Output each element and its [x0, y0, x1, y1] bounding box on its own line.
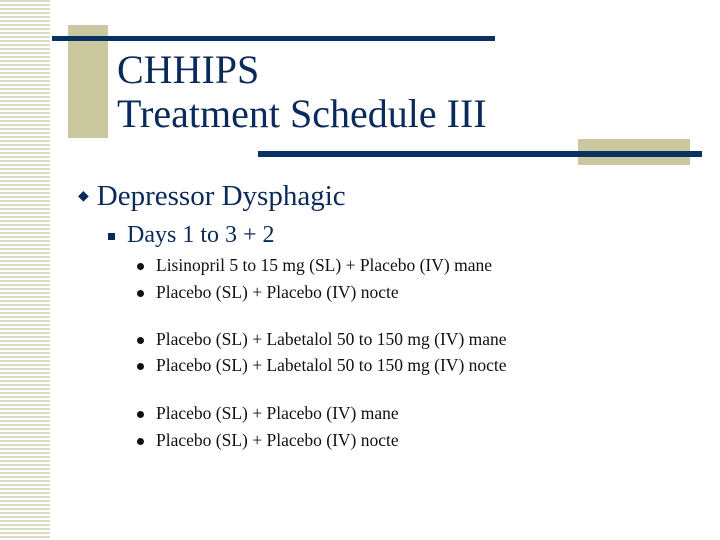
circle-bullet-icon: [137, 290, 144, 297]
title-line-1: CHHIPS: [117, 47, 260, 92]
circle-bullet-icon: [137, 438, 144, 445]
decorative-block: [68, 25, 108, 138]
bullet-level-2: [108, 222, 275, 249]
circle-bullet-icon: [137, 411, 144, 418]
diamond-bullet-icon: ◆: [78, 189, 89, 204]
list-item: [137, 430, 399, 451]
decorative-stripes: [0, 0, 50, 540]
circle-bullet-icon: [137, 263, 144, 270]
list-item: [137, 355, 507, 376]
item-text: Placebo (SL) + Placebo (IV) mane: [156, 403, 399, 423]
bullet-text: Depressor Dysphagic: [96, 180, 346, 212]
slide-title: [117, 48, 487, 136]
bullet-level-1: [78, 180, 346, 213]
circle-bullet-icon: [137, 337, 144, 344]
item-text: Placebo (SL) + Placebo (IV) nocte: [156, 282, 399, 302]
square-bullet-icon: [108, 233, 115, 240]
list-item: [137, 329, 507, 350]
circle-bullet-icon: [137, 363, 144, 370]
list-item: [137, 255, 492, 276]
bullet-text: Days 1 to 3 + 2: [127, 222, 275, 248]
title-rule-top: [52, 36, 495, 41]
item-text: Placebo (SL) + Labetalol 50 to 150 mg (IV) nocte: [156, 355, 507, 375]
list-item: [137, 403, 399, 424]
item-text: Placebo (SL) + Labetalol 50 to 150 mg (IV) mane: [156, 329, 507, 349]
list-item: [137, 282, 399, 303]
item-text: Lisinopril 5 to 15 mg (SL) + Placebo (IV) mane: [156, 255, 492, 275]
title-line-2: Treatment Schedule III: [117, 91, 487, 136]
item-text: Placebo (SL) + Placebo (IV) nocte: [156, 430, 399, 450]
title-rule-bottom: [258, 151, 702, 157]
